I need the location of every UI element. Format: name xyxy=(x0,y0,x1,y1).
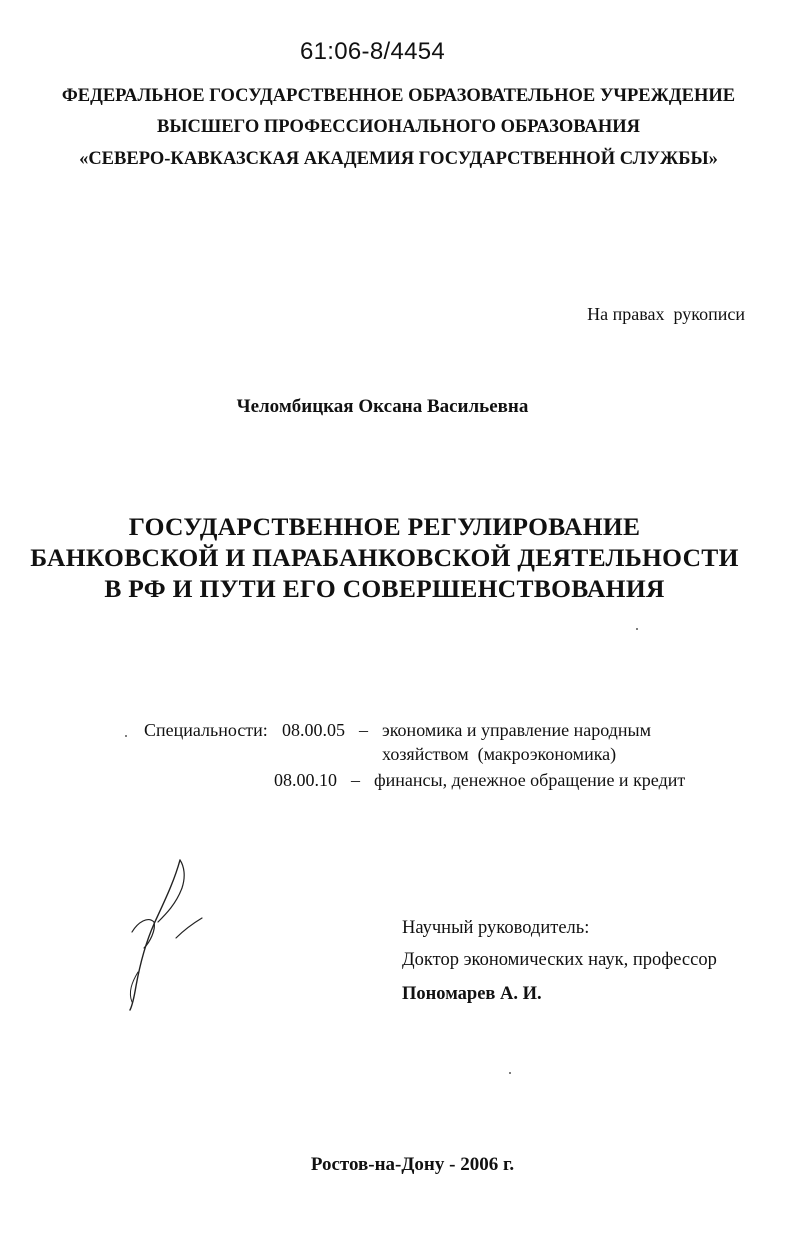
institution-line-2: ВЫСШЕГО ПРОФЕССИОНАЛЬНОГО ОБРАЗОВАНИЯ xyxy=(157,117,640,137)
supervisor-label: Научный руководитель: xyxy=(402,918,590,938)
author-name: Челомбицкая Оксана Васильевна xyxy=(236,396,529,417)
scan-speck xyxy=(509,1072,511,1074)
specialty-dash-1: – xyxy=(359,720,368,740)
specialty-code-1: 08.00.05 xyxy=(282,720,345,740)
registration-code: 61:06-8/4454 xyxy=(300,38,446,65)
specialties-label: Специальности: xyxy=(144,720,268,740)
supervisor-name: Пономарев А. И. xyxy=(402,984,542,1004)
scan-speck xyxy=(125,735,127,737)
manuscript-note: На правах рукописи xyxy=(587,304,745,324)
specialty-code-2: 08.00.10 xyxy=(274,770,337,790)
institution-line-3: «СЕВЕРО-КАВКАЗСКАЯ АКАДЕМИЯ ГОСУДАРСТВЕННОЙ СЛУЖБЫ» xyxy=(79,149,718,169)
scan-speck xyxy=(636,628,638,630)
specialty-dash-2: – xyxy=(351,770,360,790)
title-line-2: БАНКОВСКОЙ И ПАРАБАНКОВСКОЙ ДЕЯТЕЛЬНОСТИ xyxy=(30,543,739,572)
supervisor-degree: Доктор экономических наук, профессор xyxy=(402,950,717,970)
specialty-desc-2: финансы, денежное обращение и кредит xyxy=(374,770,686,790)
signature-mark xyxy=(118,852,218,1017)
specialty-desc-1b: хозяйством (макроэкономика) xyxy=(382,744,617,764)
title-line-3: В РФ И ПУТИ ЕГО СОВЕРШЕНСТВОВАНИЯ xyxy=(104,574,665,603)
institution-line-1: ФЕДЕРАЛЬНОЕ ГОСУДАРСТВЕННОЕ ОБРАЗОВАТЕЛЬНОЕ УЧРЕЖДЕНИЕ xyxy=(61,86,736,106)
title-line-1: ГОСУДАРСТВЕННОЕ РЕГУЛИРОВАНИЕ xyxy=(128,512,641,541)
specialty-desc-1a: экономика и управление народным xyxy=(382,720,651,740)
city-year: Ростов-на-Дону - 2006 г. xyxy=(310,1154,515,1175)
